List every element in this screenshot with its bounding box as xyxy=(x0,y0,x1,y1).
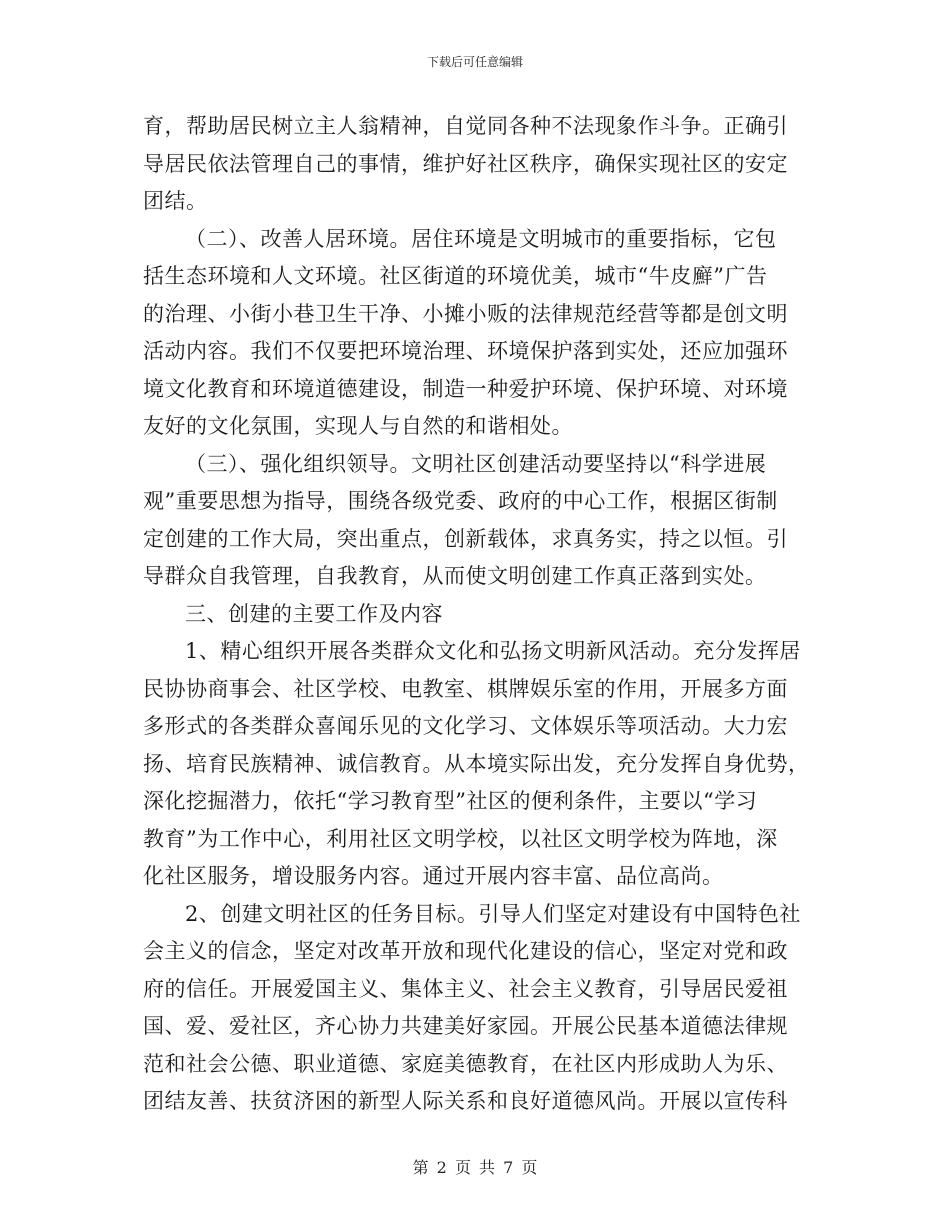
text-line: 深化挖掘潜力，依托“学习教育型”社区的便利条件，主要以“学习 xyxy=(143,789,758,813)
text-line: 育，帮助居民树立主人翁精神，自觉同各种不法现象作斗争。正确引 xyxy=(143,114,788,138)
text-line: 化社区服务，增设服务内容。通过开展内容丰富、品位高尚。 xyxy=(143,864,724,888)
text-line: 友好的文化氛围，实现人与自然的和谐相处。 xyxy=(143,414,573,438)
text-line: 府的信任。开展爱国主义、集体主义、社会主义教育，引导居民爱祖 xyxy=(143,976,788,1001)
section-heading: 三、创建的主要工作及内容 xyxy=(185,601,443,626)
text-line: 导居民依法管理自己的事情，维护好社区秩序，确保实现社区的安定 xyxy=(143,151,788,176)
text-line: 团结友善、扶贫济困的新型人际关系和良好道德风尚。开展以宣传科 xyxy=(143,1089,788,1113)
text-line: 观”重要思想为指导，围绕各级党委、政府的中心工作，根据区街制 xyxy=(143,489,778,513)
text-line: 多形式的各类群众喜闻乐见的文化学习、文体娱乐等项活动。大力宏 xyxy=(143,714,788,738)
text-line: 活动内容。我们不仅要把环境治理、环境保护落到实处，还应加强环 xyxy=(143,339,788,363)
paragraph-start-line: 2、创建文明社区的任务目标。引导人们坚定对建设有中国特色社 xyxy=(185,901,801,926)
text-line: 会主义的信念，坚定对改革开放和现代化建设的信心，坚定对党和政 xyxy=(143,939,788,963)
text-line: 境文化教育和环境道德建设，制造一种爱护环境、保护环境、对环境 xyxy=(143,376,788,401)
text-line: 范和社会公德、职业道德、家庭美德教育，在社区内形成助人为乐、 xyxy=(143,1051,788,1076)
text-line: 导群众自我管理，自我教育，从而使文明创建工作真正落到实处。 xyxy=(143,564,767,588)
text-line: 定创建的工作大局，突出重点，创新载体，求真务实，持之以恒。引 xyxy=(143,526,788,551)
page-header-note: 下载后可任意编辑 xyxy=(426,55,523,69)
page-number-footer: 第 2 页 共 7 页 xyxy=(412,1158,538,1177)
paragraph-start-line: 1、精心组织开展各类群众文化和弘扬文明新风活动。充分发挥居 xyxy=(185,639,801,663)
text-line: 扬、培育民族精神、诚信教育。从本境实际出发，充分发挥自身优势， xyxy=(143,751,810,776)
text-line: 括生态环境和人文环境。社区街道的环境优美，城市“牛皮廯”广告 xyxy=(143,264,768,288)
text-line: 国、爱、爱社区，齐心协力共建美好家园。开展公民基本道德法律规 xyxy=(143,1014,788,1038)
text-line: 民协协商事会、社区学校、电教室、棋牌娱乐室的作用，开展多方面 xyxy=(143,676,788,701)
text-line: 的治理、小街小巷卫生干净、小摊小贩的法律规范经营等都是创文明 xyxy=(143,301,788,326)
body-text xyxy=(143,108,815,1121)
text-line: 教育”为工作中心，利用社区文明学校，以社区文明学校为阵地，深 xyxy=(143,826,778,851)
paragraph-start-line: （二）、改善人居环境。居住环境是文明城市的重要指标，它包 xyxy=(185,226,777,251)
paragraph-start-line: （三）、强化组织领导。文明社区创建活动要坚持以“科学进展 xyxy=(185,451,767,476)
text-line: 团结。 xyxy=(143,189,208,213)
